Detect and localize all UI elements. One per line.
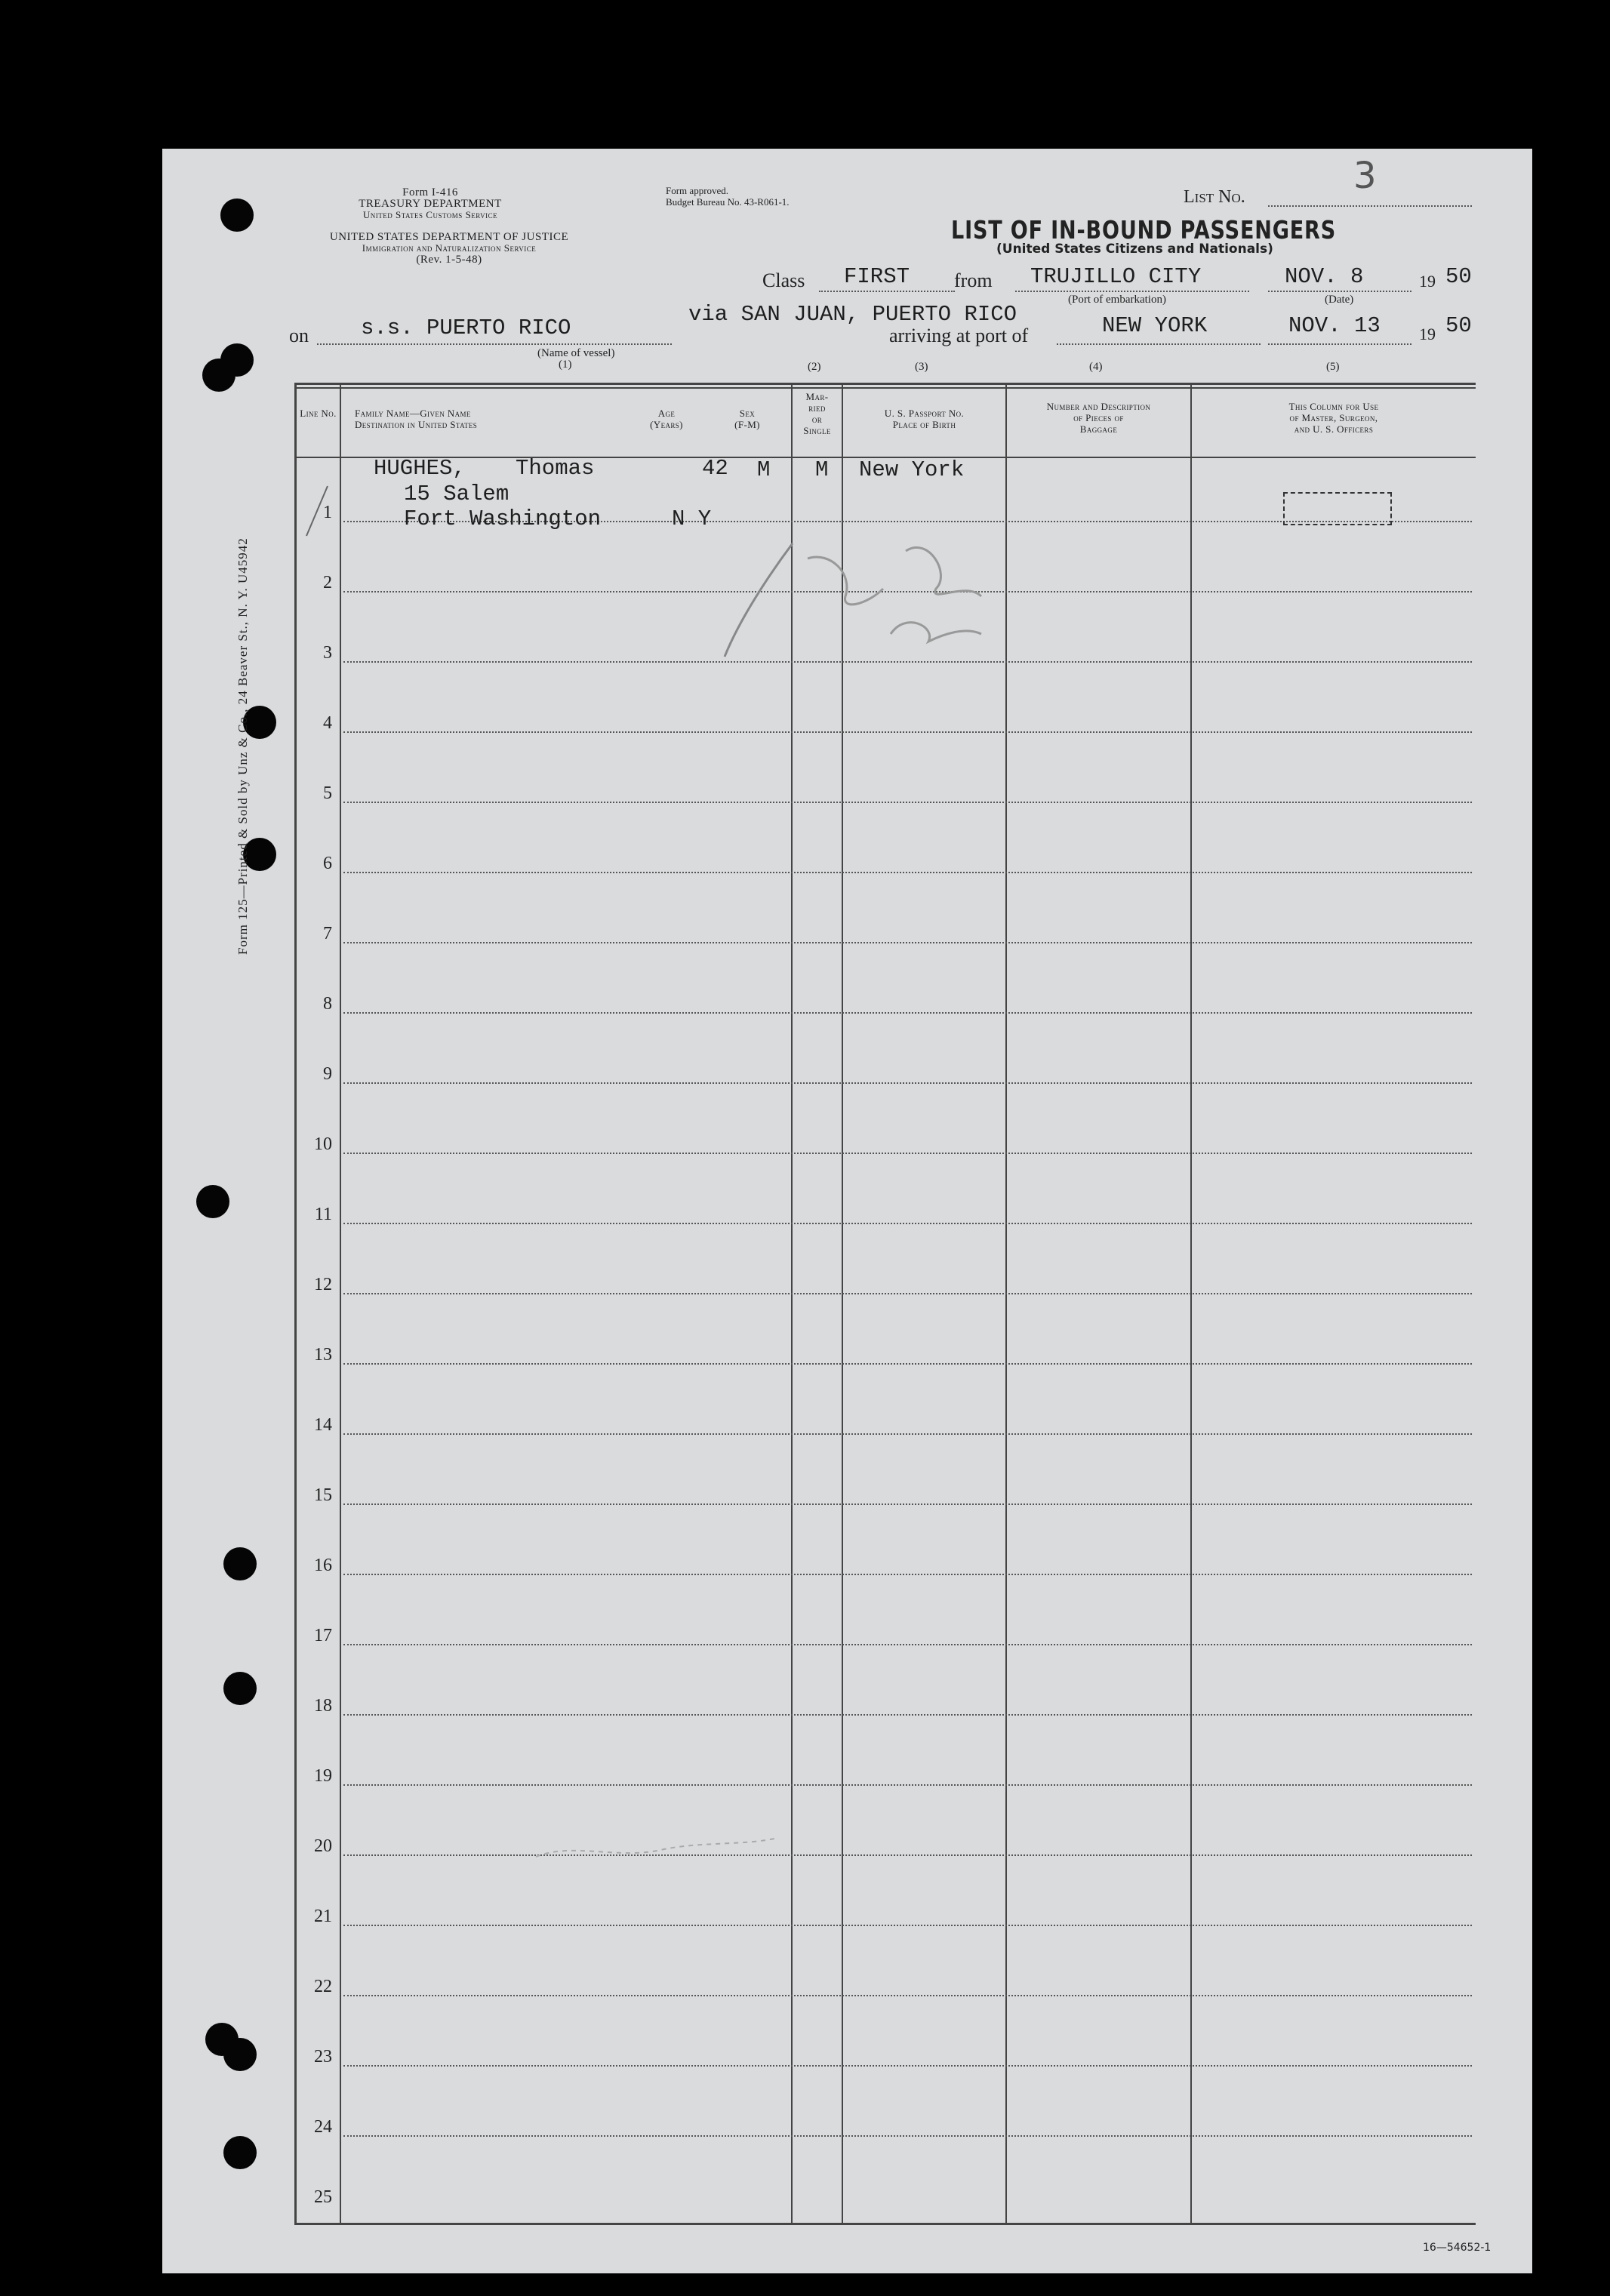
form-subtitle: (United States Citizens and Nationals) — [996, 242, 1273, 257]
line-number: 5 — [323, 783, 332, 803]
entry-age: 42 — [702, 456, 728, 481]
depart-year-value: 50 — [1445, 264, 1472, 289]
row-rule — [343, 1153, 1472, 1154]
on-label: on — [289, 325, 309, 346]
class-value: FIRST — [844, 264, 910, 289]
row-rule — [343, 731, 1472, 733]
col-num-5: (5) — [1326, 361, 1340, 373]
depart-date-value: NOV. 8 — [1285, 264, 1364, 289]
officer-stamp — [1283, 492, 1392, 525]
footer-code: 16—54652-1 — [1423, 2242, 1491, 2254]
entry-sex: M — [757, 457, 771, 482]
entry-place-of-birth: New York — [859, 457, 965, 482]
arrival-date-value: NOV. 13 — [1288, 313, 1381, 338]
row-rule — [343, 2065, 1472, 2067]
line-number: 12 — [314, 1275, 332, 1294]
from-label: from — [954, 269, 993, 291]
punch-hole — [202, 359, 235, 392]
arrival-year-value: 50 — [1445, 313, 1472, 338]
embark-port-value: TRUJILLO CITY — [1030, 264, 1202, 289]
list-no-label: List No. — [1184, 187, 1245, 207]
line-number: 23 — [314, 2047, 332, 2067]
line-number: 16 — [314, 1556, 332, 1575]
header-line-no: Line No. — [300, 408, 337, 419]
line-number: 7 — [323, 924, 332, 943]
punch-hole — [223, 2038, 257, 2071]
row-rule — [343, 1925, 1472, 1926]
row-rule — [343, 1995, 1472, 1996]
punch-hole — [223, 2136, 257, 2169]
line-number: 10 — [314, 1134, 332, 1154]
list-no-line — [1268, 205, 1472, 207]
line-number: 22 — [314, 1977, 332, 1996]
handwritten-signature — [679, 528, 1132, 664]
line-number: 2 — [323, 573, 332, 592]
entry-address1: 15 Salem — [404, 482, 509, 506]
class-label: Class — [762, 269, 805, 291]
header-name: Family Name—Given Name Destination in United States — [355, 408, 478, 430]
table-left-border — [294, 383, 297, 2225]
entry-family-name: HUGHES, — [374, 456, 466, 481]
row-rule — [343, 1854, 1472, 1856]
depart-date-line — [1268, 291, 1411, 292]
entry-marital: M — [815, 457, 829, 482]
line-number: 18 — [314, 1696, 332, 1716]
list-no-value: 3 — [1353, 155, 1377, 197]
line-number: 8 — [323, 994, 332, 1014]
punch-hole — [220, 199, 254, 232]
ins-service: Immigration and Naturalization Service — [362, 242, 537, 254]
punch-hole — [223, 1672, 257, 1705]
budget-bureau: Budget Bureau No. 43-R061-1. — [666, 196, 790, 208]
punch-hole — [196, 1185, 229, 1218]
header-age: Age (Years) — [650, 408, 683, 430]
line-number: 24 — [314, 2117, 332, 2137]
col-num-2: (2) — [808, 361, 821, 373]
row-rule — [343, 1223, 1472, 1224]
line-number: 3 — [323, 643, 332, 663]
row-rule — [343, 1784, 1472, 1786]
header-officers: This Column for Use of Master, Surgeon, and U. S. Officers — [1288, 401, 1379, 435]
arrival-year-prefix: 19 — [1419, 325, 1436, 343]
header-baggage: Number and Description of Pieces of Baggage — [1046, 401, 1151, 435]
row-rule — [343, 1574, 1472, 1575]
row-rule — [343, 1363, 1472, 1365]
line-number: 17 — [314, 1626, 332, 1645]
row-rule — [343, 1644, 1472, 1645]
header-sex: Sex (F-M) — [734, 408, 760, 430]
arrival-line — [1057, 343, 1261, 345]
row-rule — [343, 1293, 1472, 1294]
line-number: 25 — [314, 2187, 332, 2207]
line-number: 21 — [314, 1907, 332, 1926]
vessel-value: s.s. PUERTO RICO — [361, 315, 571, 340]
form-title: LIST OF IN-BOUND PASSENGERS — [951, 215, 1337, 245]
row-rule — [343, 872, 1472, 873]
col-num-1: (1) — [559, 359, 572, 371]
faint-mark — [528, 1827, 785, 1872]
row-rule — [343, 1503, 1472, 1505]
port-caption: (Port of embarkation) — [1068, 294, 1166, 306]
line-number: 11 — [314, 1205, 332, 1224]
via-value: via SAN JUAN, PUERTO RICO — [688, 302, 1017, 327]
row-rule — [343, 1082, 1472, 1084]
row-rule — [343, 802, 1472, 803]
row-rule — [343, 1433, 1472, 1435]
col-div-officers — [1190, 383, 1192, 2225]
form-approved: Form approved. — [666, 185, 729, 196]
depart-year-prefix: 19 — [1419, 272, 1436, 291]
date-caption: (Date) — [1325, 294, 1354, 306]
entry-address2: Fort Washington — [404, 506, 602, 531]
line-number: 6 — [323, 854, 332, 873]
header-passport: U. S. Passport No. Place of Birth — [884, 408, 965, 430]
form-number: Form I-416 — [402, 186, 458, 199]
line-number: 13 — [314, 1345, 332, 1365]
row-rule — [343, 1714, 1472, 1716]
vessel-caption: (Name of vessel) — [537, 347, 615, 359]
header-married: Mar- ried or Single — [803, 391, 831, 436]
class-line — [819, 291, 955, 292]
revision: (Rev. 1-5-48) — [416, 254, 482, 266]
embark-line — [1015, 291, 1249, 292]
arriving-label: arriving at port of — [889, 325, 1029, 346]
entry-given-name: Thomas — [516, 456, 595, 481]
form-sheet — [162, 149, 1532, 2273]
col-num-3: (3) — [915, 361, 928, 373]
arrival-date-line — [1268, 343, 1411, 345]
row-rule — [343, 2135, 1472, 2137]
table-top-rule — [294, 383, 1476, 385]
line-number: 15 — [314, 1485, 332, 1505]
line-number: 20 — [314, 1836, 332, 1856]
printer-imprint: Form 125—Printed & Sold by Unz & Co., 24 Beaver St., N. Y. U45942 — [235, 537, 250, 955]
col-div-line — [340, 383, 341, 2225]
line-number: 4 — [323, 713, 332, 733]
line-number: 14 — [314, 1415, 332, 1435]
line-number: 9 — [323, 1064, 332, 1084]
customs-service: United States Customs Service — [362, 209, 498, 220]
treasury-dept: TREASURY DEPARTMENT — [359, 198, 502, 210]
row-rule — [343, 1012, 1472, 1014]
entry-state: N Y — [672, 506, 712, 531]
justice-dept: UNITED STATES DEPARTMENT OF JUSTICE — [329, 231, 569, 243]
table-bottom-rule — [294, 2223, 1476, 2225]
line-number: 19 — [314, 1766, 332, 1786]
col-num-4: (4) — [1089, 361, 1103, 373]
vessel-line — [317, 343, 672, 345]
tick-mark — [300, 483, 331, 543]
table-top-rule-2 — [294, 387, 1476, 389]
line-number: 1 — [323, 503, 332, 522]
arrival-port-value: NEW YORK — [1102, 313, 1208, 338]
punch-hole — [223, 1547, 257, 1580]
row-rule — [343, 942, 1472, 943]
